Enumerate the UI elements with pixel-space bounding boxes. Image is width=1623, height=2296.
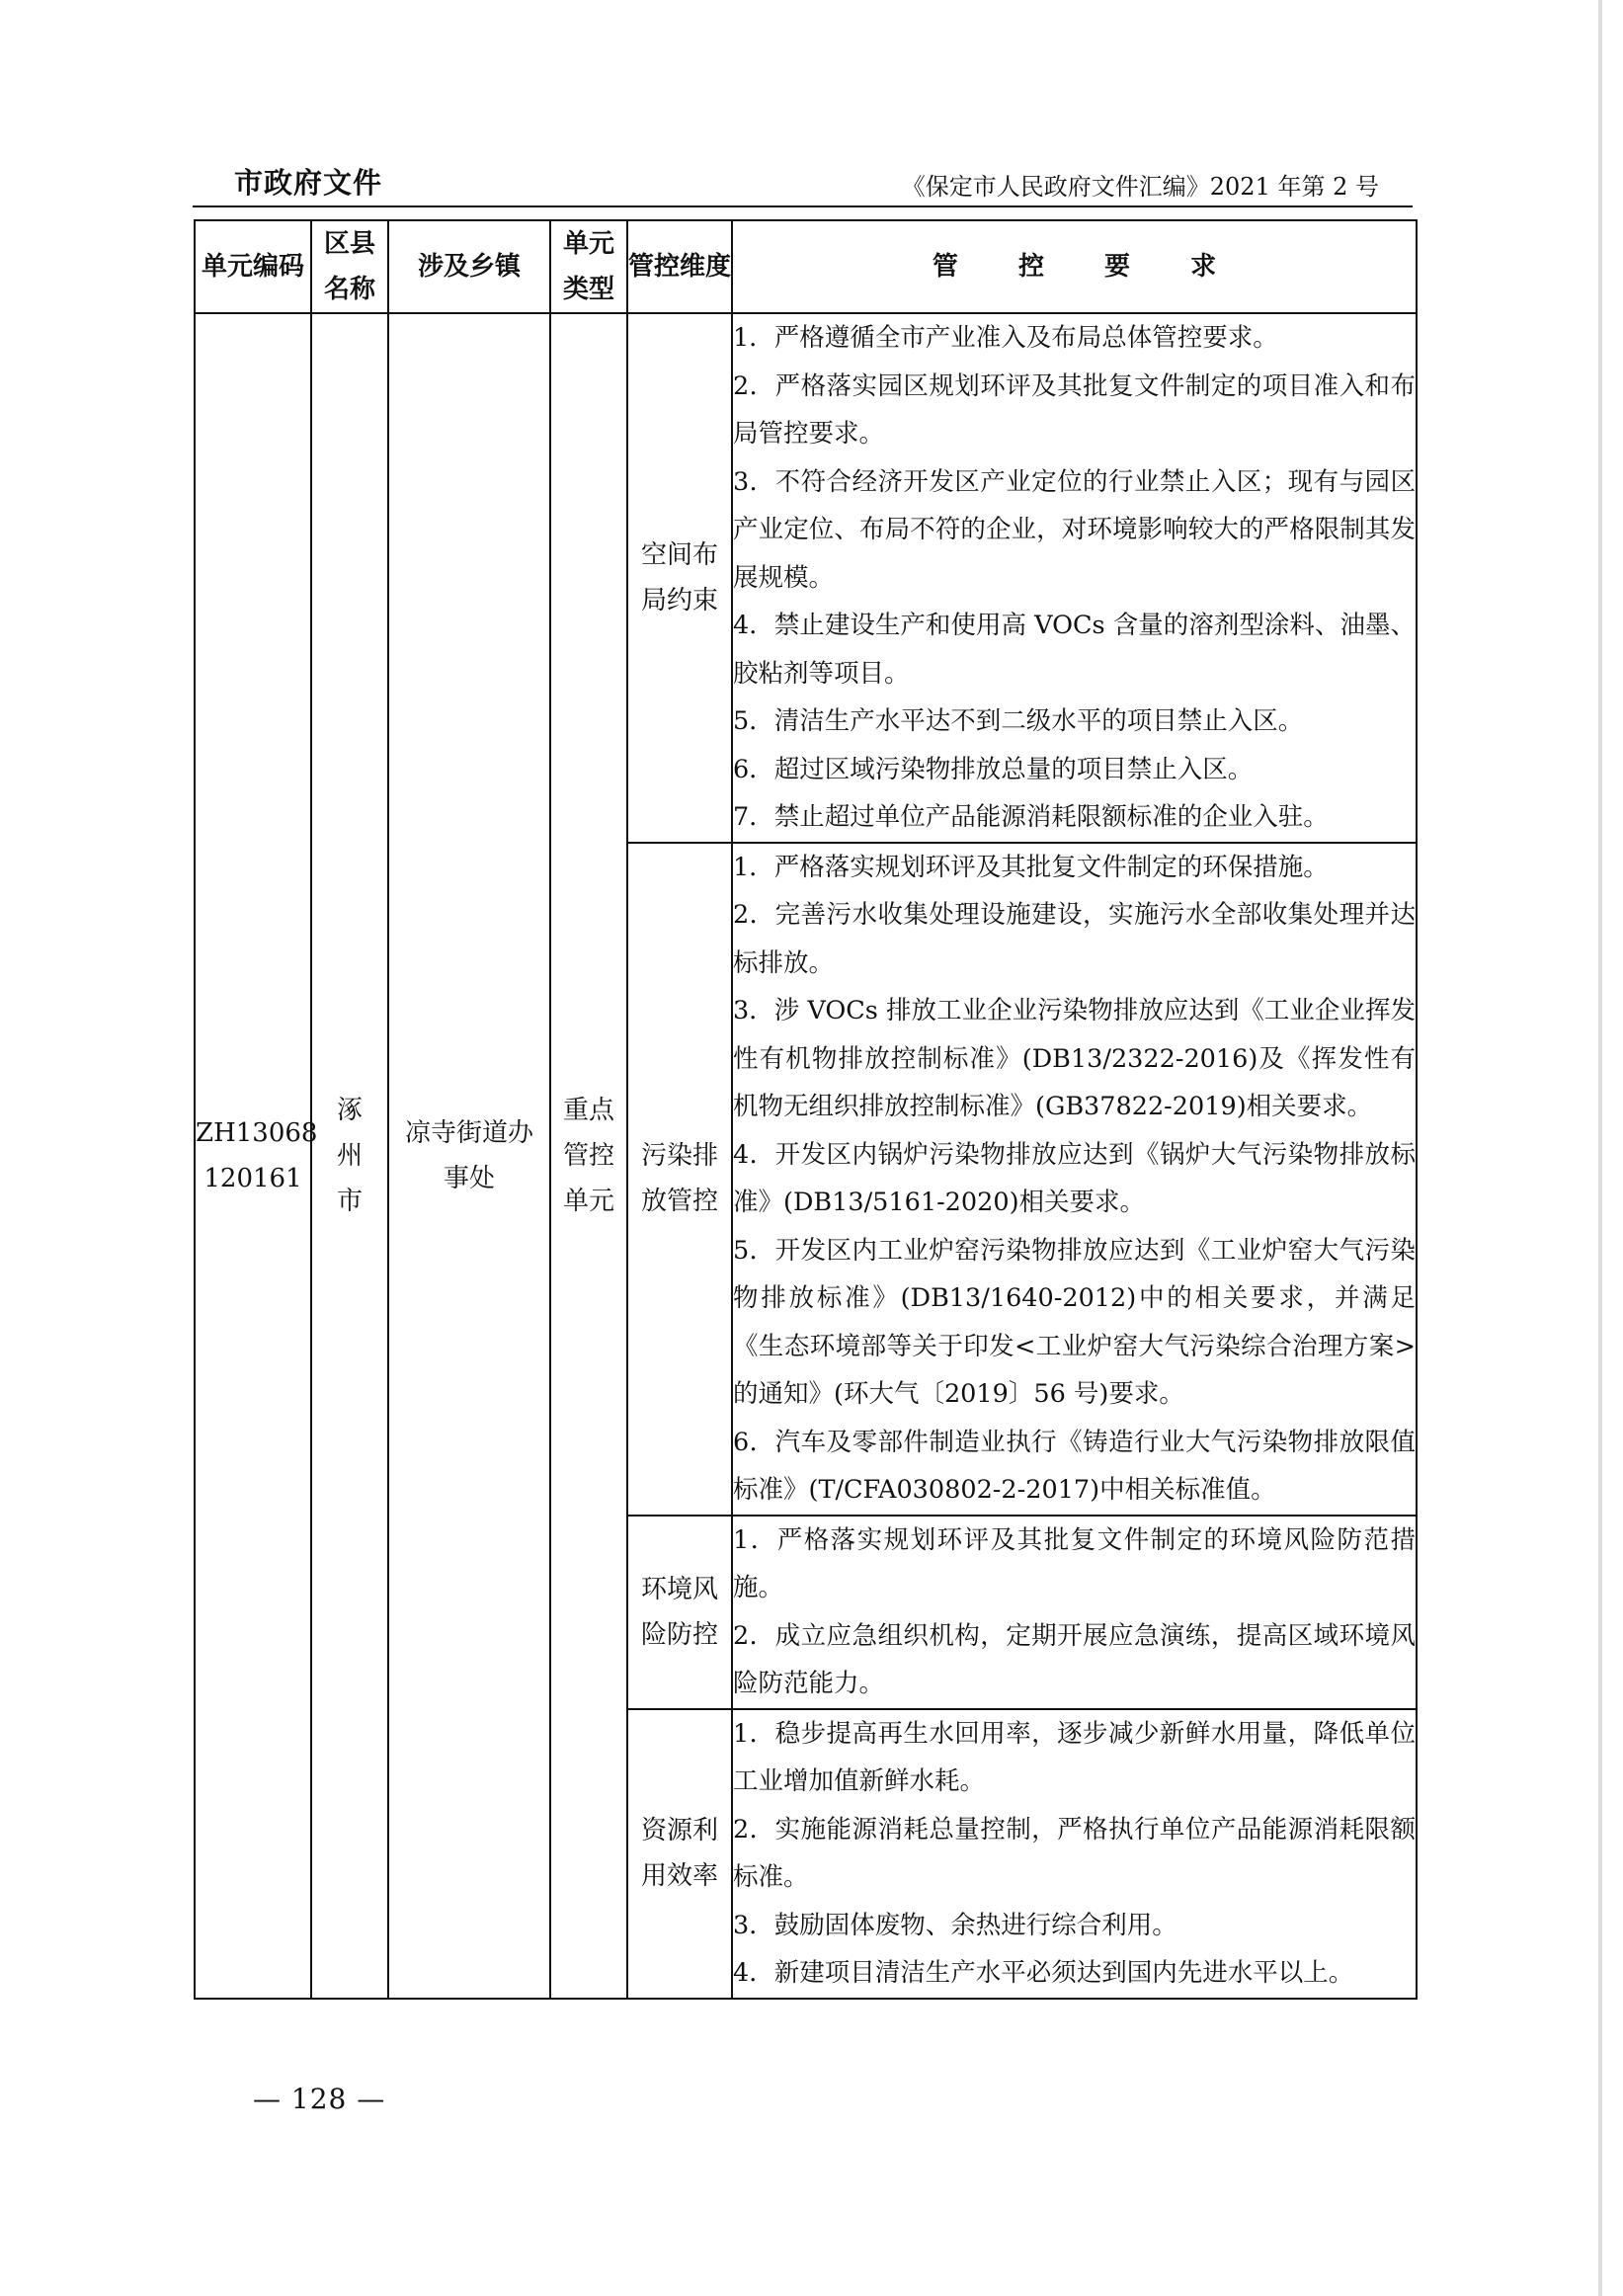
page-header <box>193 162 1413 207</box>
requirement-item: 2．完善污水收集处理设施建设，实施污水全部收集处理并达标排放。 <box>733 900 1416 978</box>
header-town: 涉及乡镇 <box>388 220 550 313</box>
header-unit-type: 单元类型 <box>550 220 627 313</box>
requirement-item: 3．鼓励固体废物、余热进行综合利用。 <box>733 1910 1177 1940</box>
header-unit-code: 单元编码 <box>195 220 311 313</box>
dimension-cell: 污染排放管控 <box>627 843 732 1516</box>
requirement-item: 2．严格落实园区规划环评及其批复文件制定的项目准入和布局管控要求。 <box>733 370 1416 449</box>
header-publication: 《保定市人民政府文件汇编》2021 年第 2 号 <box>901 173 1379 201</box>
requirement-item: 1．严格落实规划环评及其批复文件制定的环境风险防范措施。 <box>733 1524 1416 1602</box>
requirement-item: 4．开发区内锅炉污染物排放应达到《锅炉大气污染物排放标准》(DB13/5161-2020)相关要求。 <box>733 1139 1416 1217</box>
requirements-cell <box>732 843 1417 1516</box>
header-requirements: 管 控 要 求 <box>732 220 1417 313</box>
table-header-row <box>195 220 1417 313</box>
control-requirements-table <box>194 219 1418 2000</box>
requirement-item: 6．汽车及零部件制造业执行《铸造行业大气污染物排放限值标准》(T/CFA030802-2-2017)中相关标准值。 <box>733 1427 1416 1505</box>
requirement-item: 1．严格落实规划环评及其批复文件制定的环保措施。 <box>733 852 1329 882</box>
scan-edge-divider <box>1598 0 1602 2296</box>
requirement-item: 2．实施能源消耗总量控制，严格执行单位产品能源消耗限额标准。 <box>733 1814 1416 1892</box>
requirements-cell <box>732 1709 1417 1999</box>
unit-code-cell <box>195 313 318 1999</box>
requirement-item: 5．开发区内工业炉窑污染物排放应达到《工业炉窑大气污染物排放标准》(DB13/1640-2012)中的相关要求，并满足《生态环境部等关于印发<工业炉窑大气污染综合治理方案>的通知》(环大气〔2019〕56 号)要求。 <box>733 1235 1416 1409</box>
requirement-item: 2．成立应急组织机构，定期开展应急演练，提高区域环境风险防范能力。 <box>733 1620 1416 1698</box>
requirement-item: 4．禁止建设生产和使用高 VOCs 含量的溶剂型涂料、油墨、胶粘剂等项目。 <box>733 611 1416 689</box>
table-row <box>195 313 1417 843</box>
dimension-cell: 环境风险防控 <box>627 1516 732 1709</box>
header-dimension: 管控维度 <box>627 220 732 313</box>
page-number: — 128 — <box>253 2083 386 2115</box>
requirement-item: 3．不符合经济开发区产业定位的行业禁止入区；现有与园区产业定位、布局不符的企业，对环境影响较大的严格限制其发展规模。 <box>733 466 1416 593</box>
unit-type-cell: 重点管控单元 <box>550 313 627 1999</box>
requirement-item: 7．禁止超过单位产品能源消耗限额标准的企业入驻。 <box>733 802 1329 832</box>
requirements-cell <box>732 313 1417 843</box>
dimension-cell: 资源利用效率 <box>627 1709 732 1999</box>
unit-code-line2: 120161 <box>203 1163 302 1193</box>
dimension-cell: 空间布局约束 <box>627 313 732 843</box>
town-cell: 凉寺街道办事处 <box>388 313 550 1999</box>
requirement-item: 1．严格遵循全市产业准入及布局总体管控要求。 <box>733 323 1278 353</box>
requirement-item: 5．清洁生产水平达不到二级水平的项目禁止入区。 <box>733 706 1304 736</box>
requirements-cell <box>732 1516 1417 1709</box>
requirement-item: 6．超过区域污染物排放总量的项目禁止入区。 <box>733 754 1254 784</box>
requirement-item: 4．新建项目清洁生产水平必须达到国内先进水平以上。 <box>733 1958 1354 1988</box>
unit-code-line1: ZH13068 <box>196 1117 318 1148</box>
requirement-item: 1．稳步提高再生水回用率，逐步减少新鲜水用量，降低单位工业增加值新鲜水耗。 <box>733 1718 1416 1796</box>
header-doc-type: 市政府文件 <box>234 166 383 200</box>
header-county: 区县名称 <box>311 220 388 313</box>
county-cell: 涿州市 <box>311 313 388 1999</box>
requirement-item: 3．涉 VOCs 排放工业企业污染物排放应达到《工业企业挥发性有机物排放控制标准》(DB13/2322-2016)及《挥发性有机物无组织排放控制标准》(GB37822-2019)相关要求。 <box>733 996 1416 1121</box>
